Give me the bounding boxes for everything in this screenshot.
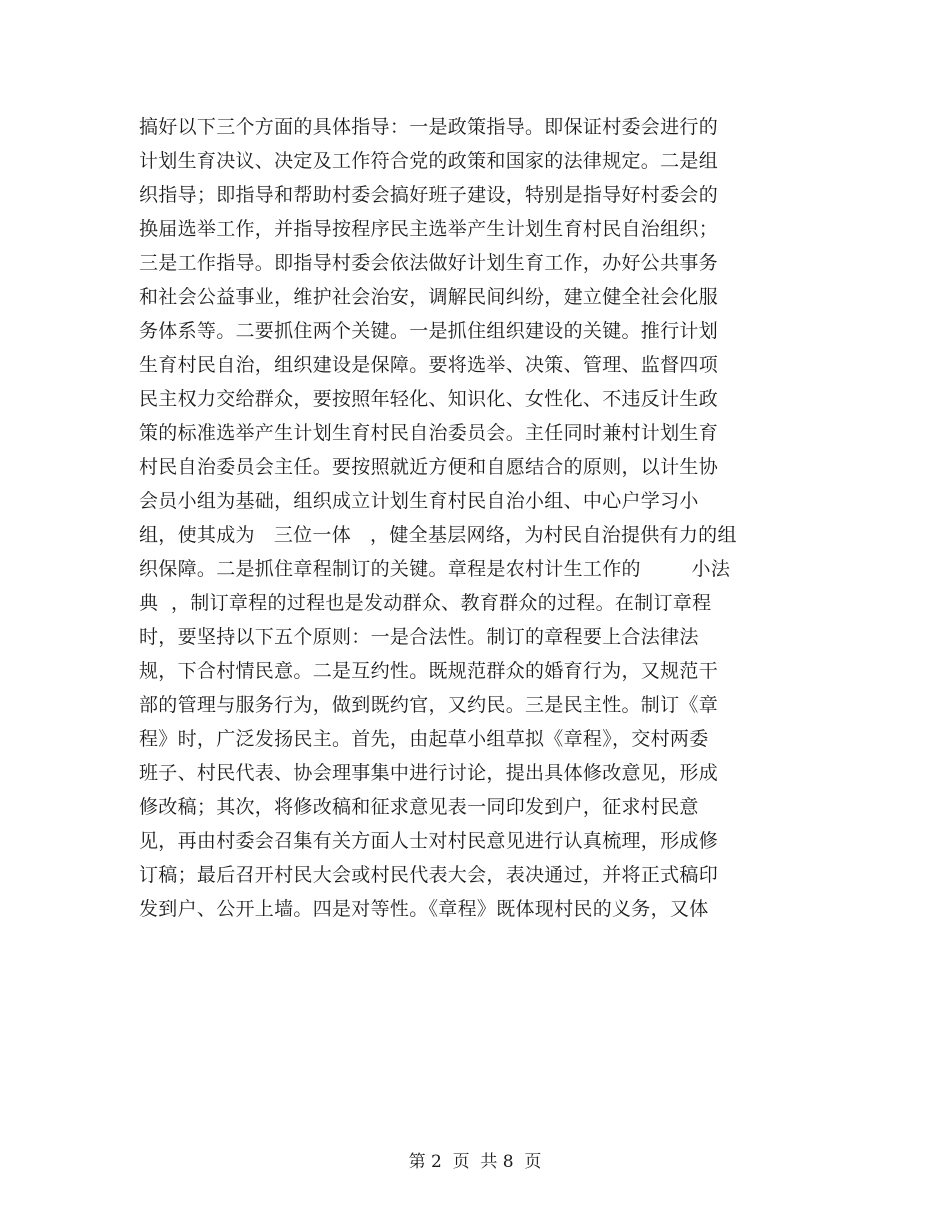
text-line: 换届选举工作，并指导按程序民主选举产生计划生育村民自治组织； — [139, 218, 719, 240]
text-line: 三是工作指导。即指导村委会依法做好计划生育工作，办好公共事务 — [139, 252, 719, 274]
text-line: 规，下合村情民意。二是互约性。既规范群众的婚育行为，又规范干 — [139, 660, 719, 682]
text-line: 策的标准选举产生计划生育村民自治委员会。主任同时兼村计划生育 — [139, 422, 719, 444]
text-line: 典 ，制订章程的过程也是发动群众、教育群众的过程。在制订章程 — [139, 592, 712, 614]
page-number-footer: 第 2 页 共 8 页 — [408, 1152, 542, 1172]
text-line: 程》时，广泛发扬民主。首先，由起草小组草拟《章程》，交村两委 — [139, 728, 709, 750]
text-line: 修改稿；其次，将修改稿和征求意见表一同印发到户，征求村民意 — [139, 796, 699, 818]
text-line: 班子、村民代表、协会理事集中进行讨论，提出具体修改意见，形成 — [139, 762, 719, 784]
text-line: 和社会公益事业，维护社会治安，调解民间纠纷，建立健全社会化服 — [139, 286, 719, 308]
text-line: 民主权力交给群众，要按照年轻化、知识化、女性化、不违反计生政 — [139, 388, 719, 410]
text-line: 组，使其成为 三位一体 ，健全基层网络，为村民自治提供有力的组 — [139, 524, 737, 546]
text-line: 时，要坚持以下五个原则：一是合法性。制订的章程要上合法律法 — [139, 626, 699, 648]
text-line: 见，再由村委会召集有关方面人士对村民意见进行认真梳理，形成修 — [139, 830, 719, 852]
text-line: 部的管理与服务行为，做到既约官，又约民。三是民主性。制订《章 — [139, 694, 719, 716]
text-line: 织保障。二是抓住章程制订的关键。章程是农村计生工作的 小法 — [139, 558, 731, 580]
body-text — [139, 110, 779, 926]
text-line: 务体系等。二要抓住两个关键。一是抓住组织建设的关键。推行计划 — [139, 320, 719, 342]
text-line: 织指导；即指导和帮助村委会搞好班子建设，特别是指导好村委会的 — [139, 184, 719, 206]
text-line: 会员小组为基础，组织成立计划生育村民自治小组、中心户学习小 — [139, 490, 699, 512]
text-line: 订稿；最后召开村民大会或村民代表大会，表决通过，并将正式稿印 — [139, 864, 719, 886]
text-line: 搞好以下三个方面的具体指导：一是政策指导。即保证村委会进行的 — [139, 116, 719, 138]
text-line: 发到户、公开上墙。四是对等性。《章程》既体现村民的义务，又体 — [139, 898, 709, 920]
text-line: 村民自治委员会主任。要按照就近方便和自愿结合的原则，以计生协 — [139, 456, 719, 478]
text-line: 计划生育决议、决定及工作符合党的政策和国家的法律规定。二是组 — [139, 150, 719, 172]
text-line: 生育村民自治，组织建设是保障。要将选举、决策、管理、监督四项 — [139, 354, 719, 376]
